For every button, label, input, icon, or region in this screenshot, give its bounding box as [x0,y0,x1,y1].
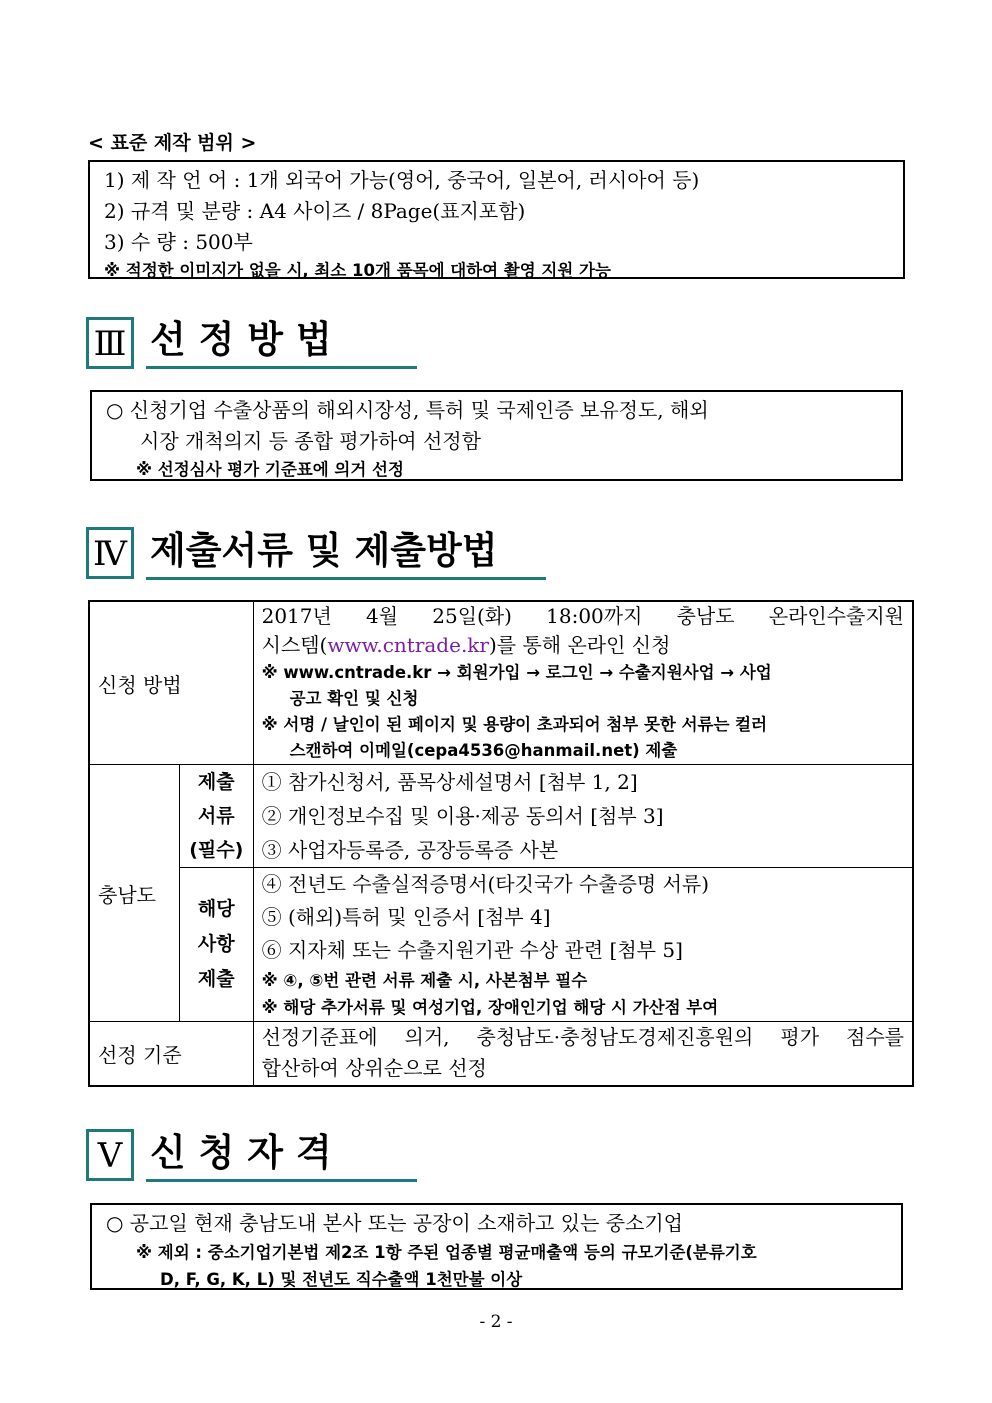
table-row [89,868,913,1022]
eligibility-text: ○ 공고일 현재 충남도내 본사 또는 공장이 소재하고 있는 중소기업 [106,1211,683,1235]
list-item: ⑥ 지자체 또는 수출지원기관 수상 관련 [첨부 5] [261,938,683,962]
selection-text: 시장 개척의지 등 종합 평가하여 선정함 [140,429,481,453]
optional-note: ※ 해당 추가서류 및 여성기업, 장애인기업 해당 시 가산점 부여 [261,998,719,1017]
eligibility-note: ※ 제외 : 중소기업기본법 제2조 1항 주된 업종별 평균매출액 등의 규모기준(분류기호 [136,1243,757,1262]
cntrade-link[interactable]: www.cntrade.kr [327,633,489,657]
criteria-content [253,1022,913,1086]
apply-line: 2017년 4월 25일(화) 18:00까지 충남도 온라인수출지원 [261,604,904,628]
apply-note: 공고 확인 및 신청 [289,689,419,708]
submission-table [88,600,914,1087]
page-number: - 2 - [479,1312,513,1332]
required-docs-label: 제출 서류 (필수) [179,765,253,868]
apply-note: ※ www.cntrade.kr → 회원가입 → 로그인 → 수출지원사업 → 사업 [261,663,772,682]
province-label: 충남도 [89,765,179,1022]
required-docs-list [253,765,913,868]
section-numeral-v: Ⅴ [86,1129,134,1181]
apply-note: ※ 서명 / 날인이 된 페이지 및 용량이 초과되어 첨부 못한 서류는 컬러 [261,715,768,734]
list-item: ④ 전년도 수출실적증명서(타깃국가 수출증명 서류) [261,872,710,896]
criteria-label: 선정 기준 [89,1022,253,1086]
list-item: ① 참가신청서, 품목상세설명서 [첨부 1, 2] [261,770,638,794]
selection-note: ※ 선정심사 평가 기준표에 의거 선정 [136,460,404,479]
optional-docs-label: 해당 사항 제출 [179,868,253,1022]
selection-method-box [90,390,903,481]
scope-heading: < 표준 제작 범위 > [88,132,257,154]
table-row [89,601,913,765]
apply-note: 스캔하여 이메일(cepa4536@hanmail.net) 제출 [289,741,678,760]
section-title-submission: 제출서류 및 제출방법 [146,526,546,580]
eligibility-box [90,1203,903,1290]
apply-method-label: 신청 방법 [89,601,253,765]
section-numeral-iii: Ⅲ [86,317,134,369]
eligibility-note: D, F, G, K, L) 및 전년도 직수출액 1천만불 이상 [160,1270,523,1289]
criteria-line: 선정기준표에 의거, 충청남도·충청남도경제진흥원의 평가 점수를 [261,1025,904,1050]
list-item: ③ 사업자등록증, 공장등록증 사본 [261,838,559,862]
scope-item: 3) 수 량 : 500부 [104,230,253,254]
scope-note: ※ 적정한 이미지가 없을 시, 최소 10개 품목에 대하여 촬영 지원 가능 [104,261,611,280]
apply-line: 시스템(www.cntrade.kr)를 통해 온라인 신청 [261,633,671,657]
section-title-eligibility: 신 청 자 격 [146,1128,417,1182]
selection-text: ○ 신청기업 수출상품의 해외시장성, 특허 및 국제인증 보유정도, 해외 [106,398,709,422]
table-row [89,765,913,868]
scope-box [88,160,905,279]
scope-item: 1) 제 작 언 어 : 1개 외국어 가능(영어, 중국어, 일본어, 러시아어 등) [104,168,700,192]
criteria-line: 합산하여 상위순으로 선정 [261,1056,487,1081]
optional-note: ※ ④, ⑤번 관련 서류 제출 시, 사본첨부 필수 [261,971,588,990]
list-item: ② 개인정보수집 및 이용·제공 동의서 [첨부 3] [261,804,664,828]
section-numeral-iv: Ⅳ [86,527,134,579]
section-title-selection-method: 선 정 방 법 [146,315,417,369]
apply-method-content [253,601,913,765]
list-item: ⑤ (해외)특허 및 인증서 [첨부 4] [261,905,551,929]
optional-docs-list [253,868,913,1022]
scope-item: 2) 규격 및 분량 : A4 사이즈 / 8Page(표지포함) [104,199,526,223]
table-row [89,1022,913,1086]
